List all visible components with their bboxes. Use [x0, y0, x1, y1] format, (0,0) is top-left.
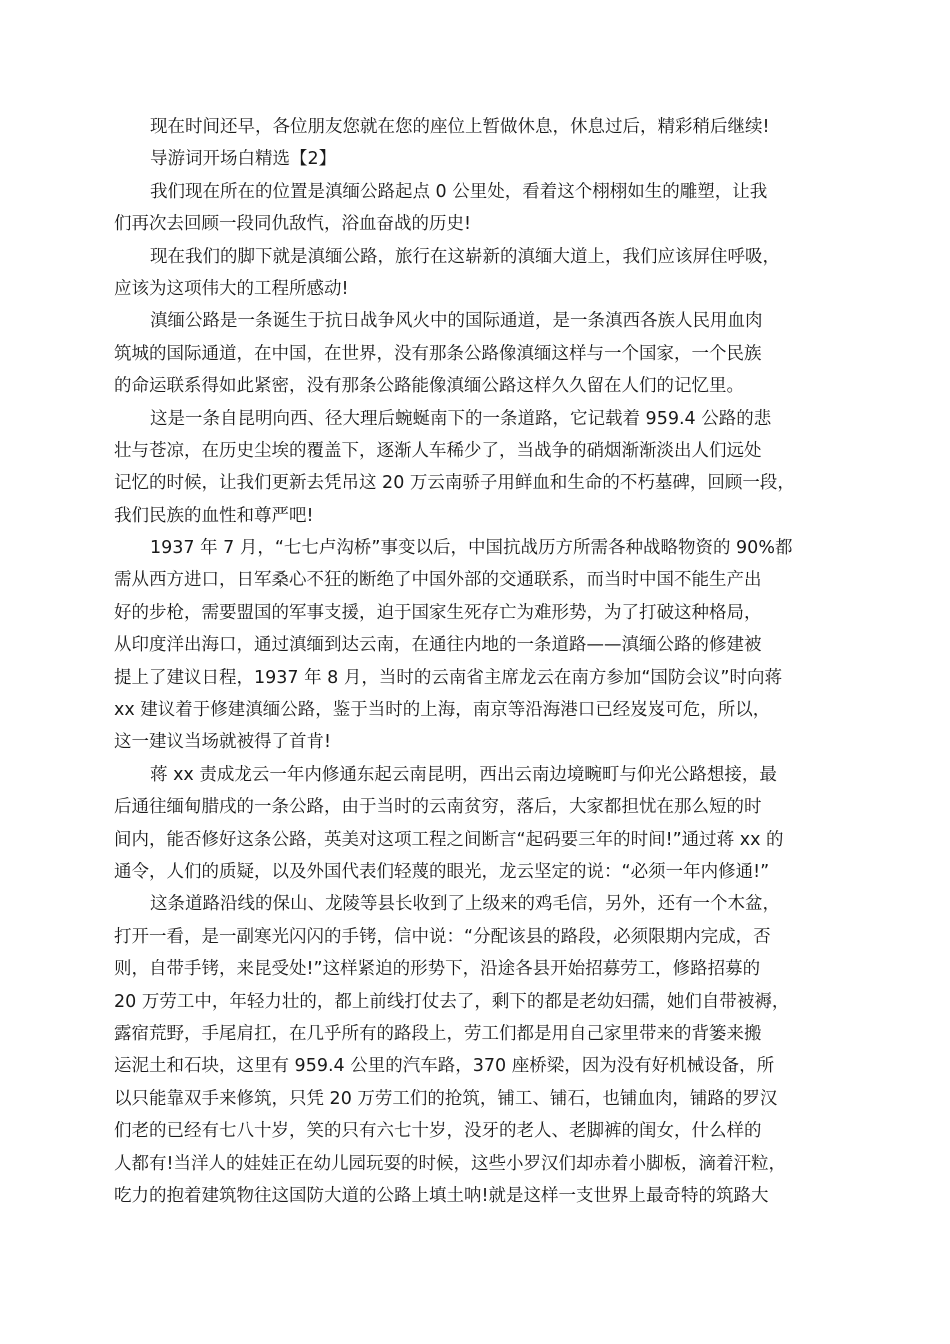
- paragraph-kunming-route: [114, 403, 834, 533]
- text-line: 我们民族的血性和尊严吧!: [114, 505, 314, 526]
- text-line: 间内，能否修好这条公路，英美对这项工程之间断言“起码要三年的时间!”通过蒋 xx 的: [114, 829, 784, 850]
- text-line: 记忆的时候，让我们更新去凭吊这 20 万云南骄子用鲜血和生命的不朽墓碑，回顾一段，: [114, 473, 795, 494]
- text-line: 滇缅公路是一条诞生于抗日战争风火中的国际通道，是一条滇西各族人民用血肉: [150, 311, 763, 332]
- text-line: 现在时间还早，各位朋友您就在您的座位上暂做休息，休息过后，精彩稍后继续!: [150, 117, 770, 137]
- paragraph-one-year: [114, 759, 834, 889]
- text-line: xx 建议着于修建滇缅公路，鉴于当时的上海，南京等沿海港口已经岌岌可危，所以，: [114, 700, 771, 721]
- text-line: 吃力的抱着建筑物往这国防大道的公路上填土呐!就是这样一支世界上最奇特的筑路大: [114, 1185, 769, 1206]
- paragraph-start-point: [114, 176, 834, 241]
- text-line: 应该为这项伟大的工程所感动!: [114, 278, 349, 299]
- text-line: 们老的已经有七八十岁，笑的只有六七十岁，没牙的老人、老脚裤的闺女，什么样的: [114, 1121, 762, 1142]
- text-line: 的命运联系得如此紧密，没有那条公路能像滇缅公路这样久久留在人们的记忆里。: [114, 376, 744, 397]
- text-line: 20 万劳工中，年轻力壮的，都上前线打仗去了，剩下的都是老幼妇孺，她们自带被褥，: [114, 991, 790, 1012]
- text-line: 从印度洋出海口，通过滇缅到达云南，在通往内地的一条道路——滇缅公路的修建被: [114, 635, 762, 656]
- text-line: 我们现在所在的位置是滇缅公路起点 0 公里处，看着这个栩栩如生的雕塑，让我: [150, 181, 768, 202]
- text-line: 筑城的国际通道，在中国，在世界，没有那条公路像滇缅这样与一个国家，一个民族: [114, 343, 762, 364]
- text-line: 们再次去回顾一段同仇敌忾，浴血奋战的历史!: [114, 214, 472, 235]
- text-line: 则，自带手铐，来昆受处!”这样紧迫的形势下，沿途各县开始招募劳工，修路招募的: [114, 959, 761, 980]
- text-line: 这条道路沿线的保山、龙陵等县长收到了上级来的鸡毛信，另外，还有一个木盆，: [150, 894, 780, 915]
- text-line: 打开一看，是一副寒光闪闪的手铐，信中说：“分配该县的路段，必须限期内完成，否: [114, 926, 771, 947]
- text-line: 这是一条自昆明向西、径大理后蜿蜒南下的一条道路，它记载着 959.4 公路的悲: [150, 408, 772, 429]
- document-body: [114, 111, 834, 1212]
- text-line: 现在我们的脚下就是滇缅公路，旅行在这崭新的滇缅大道上，我们应该屏住呼吸，: [150, 246, 780, 267]
- paragraph-international-route: [114, 305, 834, 402]
- paragraph-intermission: [114, 111, 834, 143]
- paragraph-1937: [114, 532, 834, 759]
- text-line: 露宿荒野，手尾肩扛，在几乎所有的路段上，劳工们都是用自己家里带来的背篓来搬: [114, 1023, 762, 1044]
- text-line: 1937 年 7 月，“七七卢沟桥”事变以后，中国抗战历方所需各种战略物资的 90%都: [150, 538, 793, 559]
- text-line: 蒋 xx 责成龙云一年内修通东起云南昆明，西出云南边境畹町与仰光公路想接，最: [150, 764, 777, 785]
- paragraph-under-feet: [114, 241, 834, 306]
- text-line: 壮与苍凉，在历史尘埃的覆盖下，逐渐人车稀少了，当战争的硝烟渐渐淡出人们远处: [114, 440, 762, 461]
- text-line: 好的步枪，需要盟国的军事支援，迫于国家生死存亡为难形势，为了打破这种格局，: [114, 602, 762, 623]
- text-line: 后通往缅甸腊戌的一条公路，由于当时的云南贫穷，落后，大家都担忧在那么短的时: [114, 797, 762, 818]
- text-line: 人都有!当洋人的娃娃正在幼儿园玩耍的时候，这些小罗汉们却赤着小脚板，滴着汗粒，: [114, 1153, 787, 1174]
- text-line: 运泥土和石块，这里有 959.4 公里的汽车路，370 座桥梁，因为没有好机械设备，所: [114, 1056, 775, 1077]
- paragraph-builders: [114, 888, 834, 1212]
- text-line: 通令，人们的质疑，以及外国代表们轻蔑的眼光，龙云坚定的说：“必须一年内修通!”: [114, 861, 770, 882]
- text-line: 导游词开场白精选【2】: [150, 149, 337, 170]
- section-heading: [114, 143, 834, 175]
- text-line: 需从西方进口，日军桑心不狂的断绝了中国外部的交通联系，而当时中国不能生产出: [114, 570, 762, 591]
- text-line: 这一建议当场就被得了首肯!: [114, 732, 332, 753]
- text-line: 以只能靠双手来修筑，只凭 20 万劳工们的抢筑，铺工、铺石，也铺血肉，铺路的罗汉: [114, 1088, 778, 1109]
- text-line: 提上了建议日程，1937 年 8 月，当时的云南省主席龙云在南方参加“国防会议”时向蒋: [114, 667, 782, 688]
